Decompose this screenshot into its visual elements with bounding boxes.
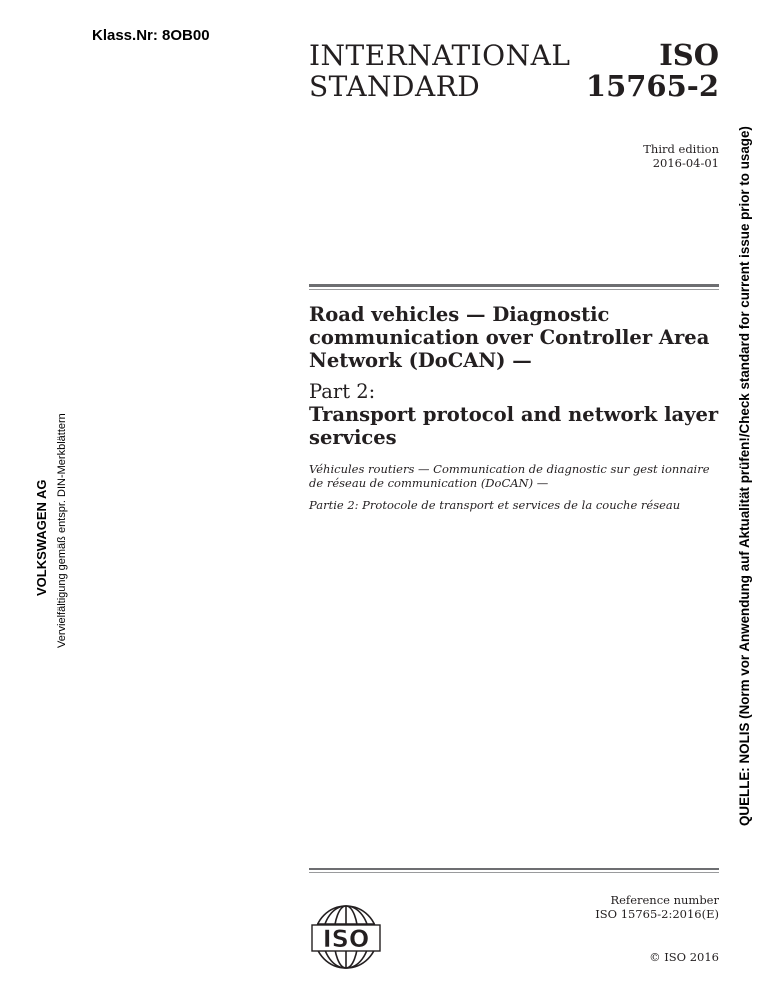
document-type-line1: INTERNATIONAL [309,39,571,72]
french-part-title: Partie 2: Protocole de transport et services de la couche réseau [309,498,681,512]
iso-number: 15765-2 [585,69,719,103]
title-line: Network (DoCAN) — [309,349,532,372]
part-label: Part 2: [309,380,376,403]
part-title-line: services [309,426,397,449]
title-line: Road vehicles — Diagnostic [309,303,610,326]
french-title [309,462,729,490]
top-divider [309,284,719,287]
standard-number [586,40,719,102]
french-title-line: de réseau de communication (DoCAN) — [309,476,549,490]
iso-logo-text: ISO [322,925,370,953]
company-note: Vervielfältigung gemäß entspr. DIN-Merkblättern [56,413,68,648]
edition: Third edition [643,142,719,156]
company-stamp: VOLKSWAGEN AG [34,479,49,596]
iso-logo-icon [309,900,383,974]
document-type-line2: STANDARD [309,70,481,103]
source-note: QUELLE: NOLIS (Norm vor Anwendung auf Aktualität prüfen!/Check standard for current issue prior to usage) [737,126,752,826]
copyright: © ISO 2016 [649,950,719,964]
part-title [309,403,729,449]
publication-date: 2016-04-01 [652,156,719,170]
edition-info [643,142,719,170]
reference-label: Reference number [610,893,719,907]
class-number: Klass.Nr: 8OB00 [92,27,210,44]
main-title [309,303,729,372]
bottom-divider [309,868,719,870]
part-title-line: Transport protocol and network layer [309,403,719,426]
reference-block [595,893,719,921]
reference-number: ISO 15765-2:2016(E) [595,907,719,921]
title-line: communication over Controller Area [309,326,710,349]
iso-prefix: ISO [659,38,719,72]
document-type [309,40,570,102]
french-title-line: Véhicules routiers — Communication de diagnostic sur gest ionnaire [309,462,710,476]
